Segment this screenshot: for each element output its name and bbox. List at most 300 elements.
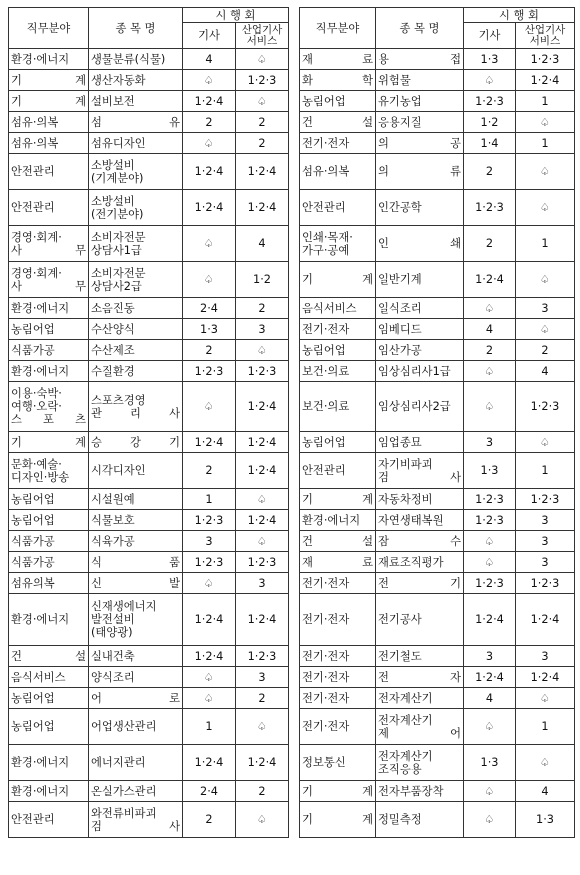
exam-item-cell: 온실가스관리 (89, 781, 183, 802)
industrial-session-cell: 1·2·3 (516, 489, 575, 510)
job-field-cell: 기 계 (9, 432, 89, 453)
table-row (9, 489, 289, 510)
job-field-cell: 환경·에너지 (300, 510, 376, 531)
industrial-session-cell: 4 (516, 781, 575, 802)
job-field-cell: 농림어업 (9, 510, 89, 531)
header-session: 시 행 회 (183, 8, 289, 23)
industrial-session-cell: 1 (516, 453, 575, 489)
exam-item-cell: 섬유디자인 (89, 133, 183, 154)
exam-item-cell: 시각디자인 (89, 453, 183, 489)
job-field-cell: 환경·에너지 (9, 745, 89, 781)
exam-item-cell: 용 접 (376, 49, 464, 70)
job-field-cell: 전기·전자 (300, 646, 376, 667)
engineer-session-cell: 1·2·3 (183, 510, 236, 531)
job-field-cell: 안전관리 (9, 802, 89, 838)
industrial-session-cell: 4 (236, 226, 289, 262)
exam-item-cell: 유기농업 (376, 91, 464, 112)
job-field-cell: 안전관리 (9, 190, 89, 226)
table-row (300, 781, 575, 802)
engineer-session-cell: 1 (183, 709, 236, 745)
engineer-session-cell: ♤ (464, 781, 516, 802)
engineer-session-cell: 2·4 (183, 298, 236, 319)
engineer-session-cell: ♤ (464, 70, 516, 91)
job-field-cell: 건 설 (300, 112, 376, 133)
exam-item-cell: 전자계산기 제 어 (376, 709, 464, 745)
engineer-session-cell: 1·2·4 (183, 646, 236, 667)
exam-item-cell: 수산제조 (89, 340, 183, 361)
exam-item-cell: 전 기 (376, 573, 464, 594)
header-industrial: 산업기사 서비스 (236, 23, 289, 49)
job-field-cell: 기 계 (300, 802, 376, 838)
job-field-cell: 섬유·의복 (9, 133, 89, 154)
job-field-cell: 섬유의복 (9, 573, 89, 594)
job-field-cell: 환경·에너지 (9, 298, 89, 319)
exam-item-cell: 에너지관리 (89, 745, 183, 781)
job-field-cell: 화 학 (300, 70, 376, 91)
industrial-session-cell: 3 (516, 510, 575, 531)
engineer-session-cell: ♤ (183, 688, 236, 709)
exam-item-cell: 응용지질 (376, 112, 464, 133)
job-field-cell: 농림어업 (300, 91, 376, 112)
industrial-session-cell: ♤ (236, 49, 289, 70)
exam-item-cell: 인간공학 (376, 190, 464, 226)
engineer-session-cell: 1·3 (464, 453, 516, 489)
job-field-cell: 농림어업 (300, 340, 376, 361)
table-row (9, 573, 289, 594)
table-row (300, 667, 575, 688)
header-item: 종 목 명 (89, 8, 183, 49)
job-field-cell: 전기·전자 (300, 133, 376, 154)
industrial-session-cell: 1·2·3 (236, 361, 289, 382)
job-field-cell: 식품가공 (9, 531, 89, 552)
engineer-session-cell: ♤ (464, 298, 516, 319)
schedule-table-left (8, 7, 289, 838)
engineer-session-cell: 3 (464, 432, 516, 453)
job-field-cell: 안전관리 (9, 154, 89, 190)
header-item: 종 목 명 (376, 8, 464, 49)
table-row (9, 91, 289, 112)
table-row (9, 688, 289, 709)
header-engineer: 기사 (183, 23, 236, 49)
engineer-session-cell: 1·3 (464, 49, 516, 70)
exam-item-cell: 자동차정비 (376, 489, 464, 510)
table-row (300, 531, 575, 552)
engineer-session-cell: 1·3 (183, 319, 236, 340)
engineer-session-cell: 1·2·4 (183, 432, 236, 453)
job-field-cell: 인쇄·목재· 가구·공예 (300, 226, 376, 262)
industrial-session-cell: ♤ (516, 112, 575, 133)
industrial-session-cell: ♤ (516, 319, 575, 340)
engineer-session-cell: 1·2·3 (183, 361, 236, 382)
industrial-session-cell: 1·2·3 (236, 646, 289, 667)
industrial-session-cell: 1 (516, 226, 575, 262)
industrial-session-cell: 3 (236, 667, 289, 688)
header-field: 직무분야 (9, 8, 89, 49)
engineer-session-cell: 1·2·4 (464, 667, 516, 688)
exam-item-cell: 섬 유 (89, 112, 183, 133)
industrial-session-cell: 3 (236, 319, 289, 340)
engineer-session-cell: ♤ (183, 573, 236, 594)
exam-item-cell: 소비자전문 상담사1급 (89, 226, 183, 262)
schedule-table-right (299, 7, 575, 838)
job-field-cell: 섬유·의복 (9, 112, 89, 133)
job-field-cell: 안전관리 (300, 190, 376, 226)
exam-item-cell: 자연생태복원 (376, 510, 464, 531)
job-field-cell: 식품가공 (9, 552, 89, 573)
exam-item-cell: 신 발 (89, 573, 183, 594)
industrial-session-cell: 1·2·4 (236, 432, 289, 453)
table-row (9, 594, 289, 646)
exam-item-cell: 일식조리 (376, 298, 464, 319)
engineer-session-cell: 2 (464, 154, 516, 190)
table-row (9, 226, 289, 262)
table-row (9, 262, 289, 298)
exam-item-cell: 실내건축 (89, 646, 183, 667)
table-row (300, 361, 575, 382)
exam-item-cell: 전기공사 (376, 594, 464, 646)
engineer-session-cell: 2 (183, 453, 236, 489)
industrial-session-cell: 2 (236, 688, 289, 709)
table-row (9, 298, 289, 319)
job-field-cell: 전기·전자 (300, 667, 376, 688)
engineer-session-cell: ♤ (183, 382, 236, 432)
header-engineer: 기사 (464, 23, 516, 49)
table-row (300, 190, 575, 226)
industrial-session-cell: 1·2·3 (236, 552, 289, 573)
table-row (9, 361, 289, 382)
industrial-session-cell: ♤ (236, 340, 289, 361)
table-row (300, 745, 575, 781)
table-row (300, 453, 575, 489)
table-row (9, 531, 289, 552)
table-row (300, 49, 575, 70)
table-row (9, 382, 289, 432)
engineer-session-cell: 3 (464, 646, 516, 667)
industrial-session-cell: 2 (236, 781, 289, 802)
job-field-cell: 기 계 (300, 489, 376, 510)
exam-item-cell: 어업생산관리 (89, 709, 183, 745)
engineer-session-cell: ♤ (183, 133, 236, 154)
exam-item-cell: 소비자전문 상담사2급 (89, 262, 183, 298)
exam-item-cell: 위험물 (376, 70, 464, 91)
exam-item-cell: 인 쇄 (376, 226, 464, 262)
job-field-cell: 농림어업 (9, 688, 89, 709)
industrial-session-cell: 4 (516, 361, 575, 382)
industrial-session-cell: 1·2·3 (516, 573, 575, 594)
engineer-session-cell: 4 (183, 49, 236, 70)
industrial-session-cell: ♤ (236, 489, 289, 510)
table-row (9, 510, 289, 531)
exam-item-cell: 승 강 기 (89, 432, 183, 453)
job-field-cell: 음식서비스 (9, 667, 89, 688)
industrial-session-cell: ♤ (236, 91, 289, 112)
job-field-cell: 식품가공 (9, 340, 89, 361)
exam-item-cell: 임산가공 (376, 340, 464, 361)
industrial-session-cell: 1·2·4 (236, 154, 289, 190)
engineer-session-cell: 2 (183, 112, 236, 133)
table-row (300, 226, 575, 262)
table-row (9, 340, 289, 361)
table-row (300, 646, 575, 667)
engineer-session-cell: 1·2·4 (183, 745, 236, 781)
engineer-session-cell: 1·4 (464, 133, 516, 154)
job-field-cell: 재 료 (300, 552, 376, 573)
job-field-cell: 기 계 (9, 70, 89, 91)
engineer-session-cell: 2 (464, 226, 516, 262)
table-row (9, 133, 289, 154)
industrial-session-cell: ♤ (516, 154, 575, 190)
exam-item-cell: 임베디드 (376, 319, 464, 340)
exam-item-cell: 임업종묘 (376, 432, 464, 453)
job-field-cell: 건 설 (300, 531, 376, 552)
table-row (9, 552, 289, 573)
table-row (300, 70, 575, 91)
industrial-session-cell: 1·2·4 (236, 510, 289, 531)
industrial-session-cell: 3 (516, 552, 575, 573)
engineer-session-cell: 1·2·3 (464, 573, 516, 594)
exam-item-cell: 어 로 (89, 688, 183, 709)
exam-item-cell: 소방설비 (기계분야) (89, 154, 183, 190)
table-row (9, 745, 289, 781)
table-row (9, 432, 289, 453)
job-field-cell: 환경·에너지 (9, 49, 89, 70)
industrial-session-cell: ♤ (236, 802, 289, 838)
engineer-session-cell: 2·4 (183, 781, 236, 802)
engineer-session-cell: ♤ (464, 802, 516, 838)
table-row (300, 573, 575, 594)
table-row (9, 453, 289, 489)
exam-item-cell: 일반기계 (376, 262, 464, 298)
job-field-cell: 농림어업 (9, 489, 89, 510)
schedule-body-left (9, 49, 289, 838)
table-row (9, 781, 289, 802)
industrial-session-cell: 1·2·3 (516, 49, 575, 70)
header-session: 시 행 회 (464, 8, 575, 23)
industrial-session-cell: ♤ (516, 432, 575, 453)
exam-item-cell: 식육가공 (89, 531, 183, 552)
industrial-session-cell: 1·3 (516, 802, 575, 838)
industrial-session-cell: 1·2·4 (236, 382, 289, 432)
engineer-session-cell: ♤ (464, 382, 516, 432)
engineer-session-cell: ♤ (183, 226, 236, 262)
header-field: 직무분야 (300, 8, 376, 49)
engineer-session-cell: 1 (183, 489, 236, 510)
table-row (300, 802, 575, 838)
exam-item-cell: 의 류 (376, 154, 464, 190)
table-row (300, 133, 575, 154)
table-row (300, 594, 575, 646)
exam-item-cell: 전 자 (376, 667, 464, 688)
job-field-cell: 전기·전자 (300, 688, 376, 709)
header-industrial: 산업기사 서비스 (516, 23, 575, 49)
job-field-cell: 재 료 (300, 49, 376, 70)
exam-item-cell: 수질환경 (89, 361, 183, 382)
engineer-session-cell: 1·2 (464, 112, 516, 133)
job-field-cell: 전기·전자 (300, 573, 376, 594)
table-row (9, 709, 289, 745)
industrial-session-cell: 1·2·4 (516, 667, 575, 688)
job-field-cell: 환경·에너지 (9, 361, 89, 382)
job-field-cell: 농림어업 (9, 319, 89, 340)
job-field-cell: 환경·에너지 (9, 781, 89, 802)
table-row (300, 340, 575, 361)
industrial-session-cell: ♤ (516, 745, 575, 781)
exam-item-cell: 설비보전 (89, 91, 183, 112)
table-row (300, 709, 575, 745)
table-row (300, 432, 575, 453)
job-field-cell: 문화·예술· 디자인·방송 (9, 453, 89, 489)
exam-item-cell: 전자부품장착 (376, 781, 464, 802)
industrial-session-cell: 3 (516, 531, 575, 552)
table-row (300, 382, 575, 432)
table-row (300, 91, 575, 112)
engineer-session-cell: ♤ (464, 361, 516, 382)
engineer-session-cell: ♤ (183, 667, 236, 688)
industrial-session-cell: 3 (516, 298, 575, 319)
exam-item-cell: 의 공 (376, 133, 464, 154)
job-field-cell: 환경·에너지 (9, 594, 89, 646)
table-row (9, 646, 289, 667)
table-row (300, 552, 575, 573)
job-field-cell: 농림어업 (9, 709, 89, 745)
table-row (9, 190, 289, 226)
table-row (300, 262, 575, 298)
industrial-session-cell: 1·2·4 (236, 453, 289, 489)
job-field-cell: 이용·숙박· 여행·오락· 스 포 츠 (9, 382, 89, 432)
industrial-session-cell: ♤ (236, 531, 289, 552)
engineer-session-cell: 1·2·3 (464, 489, 516, 510)
job-field-cell: 농림어업 (300, 432, 376, 453)
exam-item-cell: 양식조리 (89, 667, 183, 688)
industrial-session-cell: 3 (516, 646, 575, 667)
job-field-cell: 경영·회계· 사 무 (9, 226, 89, 262)
engineer-session-cell: 1·2·3 (464, 91, 516, 112)
table-row (9, 70, 289, 91)
exam-item-cell: 소음진동 (89, 298, 183, 319)
job-field-cell: 전기·전자 (300, 319, 376, 340)
job-field-cell: 기 계 (300, 262, 376, 298)
exam-item-cell: 식 품 (89, 552, 183, 573)
exam-item-cell: 와전류비파괴 검 사 (89, 802, 183, 838)
industrial-session-cell: 1·2·4 (236, 190, 289, 226)
table-row (300, 154, 575, 190)
engineer-session-cell: 1·3 (464, 745, 516, 781)
table-row (300, 688, 575, 709)
schedule-body-right (300, 49, 575, 838)
engineer-session-cell: 1·2·3 (464, 510, 516, 531)
table-row (9, 49, 289, 70)
table-row (300, 298, 575, 319)
job-field-cell: 전기·전자 (300, 709, 376, 745)
industrial-session-cell: 1·2 (236, 262, 289, 298)
table-row (300, 319, 575, 340)
engineer-session-cell: 1·2·4 (183, 154, 236, 190)
exam-item-cell: 임상심리사1급 (376, 361, 464, 382)
engineer-session-cell: 1·2·3 (464, 190, 516, 226)
table-row (9, 154, 289, 190)
engineer-session-cell: 1·2·4 (464, 594, 516, 646)
engineer-session-cell: 1·2·4 (183, 594, 236, 646)
exam-item-cell: 시설원예 (89, 489, 183, 510)
engineer-session-cell: ♤ (183, 262, 236, 298)
industrial-session-cell: 1·2·4 (516, 594, 575, 646)
job-field-cell: 전기·전자 (300, 594, 376, 646)
job-field-cell: 보건·의료 (300, 361, 376, 382)
engineer-session-cell: 2 (464, 340, 516, 361)
industrial-session-cell: ♤ (236, 709, 289, 745)
job-field-cell: 음식서비스 (300, 298, 376, 319)
engineer-session-cell: 2 (183, 340, 236, 361)
exam-item-cell: 전기철도 (376, 646, 464, 667)
table-row (9, 802, 289, 838)
exam-item-cell: 전자계산기 (376, 688, 464, 709)
industrial-session-cell: 2 (236, 133, 289, 154)
engineer-session-cell: ♤ (464, 709, 516, 745)
job-field-cell: 건 설 (9, 646, 89, 667)
engineer-session-cell: ♤ (464, 552, 516, 573)
industrial-session-cell: 1·2·3 (516, 382, 575, 432)
exam-item-cell: 전자계산기 조직응용 (376, 745, 464, 781)
industrial-session-cell: 1·2·4 (236, 745, 289, 781)
engineer-session-cell: 3 (183, 531, 236, 552)
job-field-cell: 정보통신 (300, 745, 376, 781)
exam-item-cell: 정밀측정 (376, 802, 464, 838)
industrial-session-cell: ♤ (516, 262, 575, 298)
table-row (300, 510, 575, 531)
industrial-session-cell: ♤ (516, 190, 575, 226)
industrial-session-cell: 1 (516, 91, 575, 112)
table-row (300, 489, 575, 510)
job-field-cell: 기 계 (9, 91, 89, 112)
job-field-cell: 섬유·의복 (300, 154, 376, 190)
job-field-cell: 기 계 (300, 781, 376, 802)
industrial-session-cell: 3 (236, 573, 289, 594)
industrial-session-cell: 1·2·4 (236, 594, 289, 646)
industrial-session-cell: 1·2·4 (516, 70, 575, 91)
engineer-session-cell: 4 (464, 688, 516, 709)
engineer-session-cell: 2 (183, 802, 236, 838)
exam-item-cell: 생물분류(식물) (89, 49, 183, 70)
industrial-session-cell: 1 (516, 709, 575, 745)
table-row (9, 319, 289, 340)
industrial-session-cell: 1·2·3 (236, 70, 289, 91)
industrial-session-cell: 2 (236, 112, 289, 133)
exam-item-cell: 수산양식 (89, 319, 183, 340)
engineer-session-cell: 1·2·3 (183, 552, 236, 573)
exam-item-cell: 소방설비 (전기분야) (89, 190, 183, 226)
industrial-session-cell: 2 (516, 340, 575, 361)
exam-item-cell: 재료조직평가 (376, 552, 464, 573)
engineer-session-cell: 1·2·4 (464, 262, 516, 298)
job-field-cell: 안전관리 (300, 453, 376, 489)
engineer-session-cell: ♤ (464, 531, 516, 552)
job-field-cell: 경영·회계· 사 무 (9, 262, 89, 298)
industrial-session-cell: ♤ (516, 688, 575, 709)
industrial-session-cell: 1 (516, 133, 575, 154)
table-row (300, 112, 575, 133)
engineer-session-cell: ♤ (183, 70, 236, 91)
industrial-session-cell: 2 (236, 298, 289, 319)
exam-item-cell: 식물보호 (89, 510, 183, 531)
table-row (9, 667, 289, 688)
engineer-session-cell: 4 (464, 319, 516, 340)
exam-item-cell: 스포츠경영 관 리 사 (89, 382, 183, 432)
engineer-session-cell: 1·2·4 (183, 190, 236, 226)
engineer-session-cell: 1·2·4 (183, 91, 236, 112)
table-row (9, 112, 289, 133)
exam-item-cell: 잠 수 (376, 531, 464, 552)
exam-item-cell: 자기비파괴 검 사 (376, 453, 464, 489)
